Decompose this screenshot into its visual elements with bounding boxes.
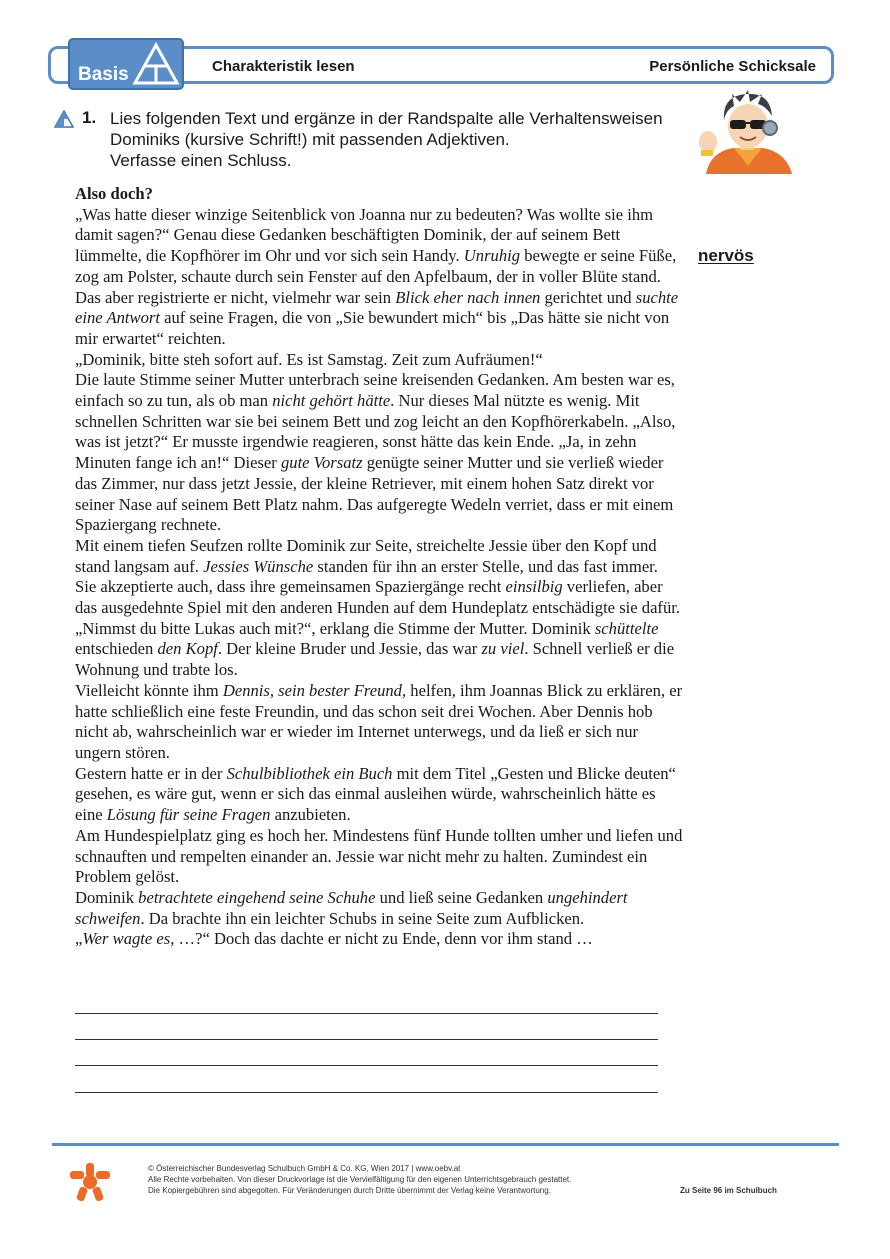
story-text-segment: gerichtet und <box>540 287 636 307</box>
basis-badge <box>68 38 184 90</box>
task-line: Lies folgenden Text und ergänze in der Randspalte alle Verhaltensweisen <box>110 109 663 128</box>
italic-behavior-phrase: betrachtete eingehend seine Schuhe <box>138 887 376 907</box>
story-paragraph <box>75 888 687 929</box>
story-text-segment: „Nimmst du bitte Lukas auch mit?“, erklang die Stimme der Mutter. Dominik <box>75 618 595 638</box>
story-title: Also doch? <box>75 184 153 203</box>
task-instruction <box>110 108 700 171</box>
italic-behavior-phrase: zu viel <box>481 639 525 659</box>
story-text-segment: und ließ seine Gedanken <box>375 887 548 907</box>
story-paragraph <box>75 929 687 950</box>
copyright-notice <box>148 1163 571 1196</box>
story-paragraph <box>75 681 687 764</box>
story-text-segment: Dominik <box>75 887 139 907</box>
story-text-segment: genügte seiner Mutter und sie verließ wieder das Zimmer, nur dass jetzt Jessie, der kleine Retriever, mit einem hohen Satz direkt vor seiner Nase auf seinem Bett Platz nahm. Das aufgeregte Wedeln verriet, dass er mit einem Spaziergang rechnete. <box>75 453 674 535</box>
story-text-segment: bewegte er seine Füße, zog am Polster, schaute durch sein Fenster auf den Apfelbaum, der in voller Blüte stand. Das aber registrierte er nicht, vielmehr war sein <box>75 246 677 307</box>
story-text-segment: . Schnell verließ er die Wohnung und trabte los. <box>75 639 675 680</box>
story-paragraph <box>75 577 687 618</box>
worksheet-topic: Charakteristik lesen <box>212 58 355 75</box>
italic-behavior-phrase: den Kopf <box>157 639 218 659</box>
story-text-segment: Am Hundespielplatz ging es hoch her. Mindestens fünf Hunde tollten umher und liefen und schnauften und rempelten einander an. Jessie war nicht mehr zu halten. Zumindest ein Problem gelöst. <box>75 825 683 887</box>
story-text-segment: verliefen, aber das ausgedehnte Spiel mit den anderen Hunden auf dem Hundeplatz entschädigte sie dafür. <box>75 577 681 618</box>
italic-behavior-phrase: Blick eher nach innen <box>395 287 541 307</box>
story-text-segment: auf seine Fragen, die von „Sie bewundert mich“ bis „Das hätte sie nicht von mir erwartet“ reichten. <box>75 308 670 348</box>
story-paragraph <box>75 619 687 681</box>
italic-behavior-phrase: Wer wagte es, <box>82 929 175 949</box>
story-text-segment: …?“ Doch das dachte er nicht zu Ende, denn vor ihm stand … <box>174 929 593 949</box>
italic-behavior-phrase: ungehindert schweifen <box>75 887 628 928</box>
answer-line[interactable] <box>75 1013 658 1014</box>
story-text-segment: Die laute Stimme seiner Mutter unterbrach seine kreisenden Gedanken. Am besten war es, einfach so zu tun, als ob man <box>75 370 675 411</box>
italic-behavior-phrase: Schulbibliothek ein Buch <box>226 763 393 783</box>
italic-behavior-phrase: schüttelte <box>594 618 659 638</box>
story-paragraph <box>75 370 687 536</box>
answer-line[interactable] <box>75 1092 658 1093</box>
task-number: 1. <box>82 108 97 127</box>
story-paragraph <box>75 205 687 350</box>
answer-line[interactable] <box>75 1065 658 1066</box>
story-text-segment: . Der kleine Bruder und Jessie, das war <box>217 639 482 659</box>
story-text-segment: „ <box>75 929 83 949</box>
italic-behavior-phrase: Dennis, sein bester Freund, <box>222 680 407 700</box>
story-text-segment: . Nur dieses Mal nützte es wenig. Mit schnellen Schritten war sie bei seinem Bett und zog leicht an den Kopfhörerkabeln. „Also, was ist jetzt?“ Er musste irgendwie reagieren, sonst hätte das kein Ende. „Ja, in zehn Minuten fange ich an!“ Dieser <box>75 391 676 473</box>
story-text-segment: mit dem Titel „Gesten und Blicke deuten“ gesehen, es wäre gut, wenn er sich das einmal ausleihen würde, wahrscheinlich hätte es eine <box>75 763 676 825</box>
student-avatar-illustration <box>688 90 798 174</box>
answer-line[interactable] <box>75 1039 658 1040</box>
basis-label: Basis <box>78 64 129 85</box>
copyright-line: Die Kopiergebühren sind abgegolten. Für Veränderungen durch Dritte übernimmt der Verlag keine Verantwortung. <box>148 1186 551 1195</box>
story-paragraph <box>75 764 687 826</box>
italic-behavior-phrase: einsilbig <box>505 577 563 597</box>
task-level-icon <box>54 110 74 128</box>
copyright-line: Alle Rechte vorbehalten. Von dieser Druckvorlage ist die Vervielfältigung für den eigenen Unterrichtsgebrauch gestattet. <box>148 1175 572 1184</box>
italic-behavior-phrase: gute Vorsatz <box>280 453 363 473</box>
story-paragraph <box>75 536 687 577</box>
task-line: Dominiks (kursive Schrift!) mit passenden Adjektiven. <box>110 130 510 149</box>
story-text-segment: . Da brachte ihn ein leichter Schubs in seine Seite zum Aufblicken. <box>140 908 585 928</box>
story-text-segment: standen für ihn an erster Stelle, und das fast immer. <box>313 556 658 576</box>
textbook-page-reference: Zu Seite 96 im Schulbuch <box>680 1186 777 1195</box>
task-line: Verfasse einen Schluss. <box>110 151 292 170</box>
story-text-segment: Sie akzeptierte auch, dass ihre gemeinsamen Spaziergänge recht <box>75 577 506 597</box>
story-paragraph <box>75 826 687 888</box>
story-text-segment: Gestern hatte er in der <box>75 763 227 783</box>
story-text-segment: helfen, ihm Joannas Blick zu erklären, er hatte schließlich eine feste Freundin, und das schon seit drei Wochen. Aber Dennis hob nicht ab, wahrscheinlich war er wieder im Internet unterwegs, und da ließ er sich nur ungern stören. <box>75 680 683 762</box>
story-paragraph <box>75 350 687 371</box>
story-text-segment: Mit einem tiefen Seufzen rollte Dominik zur Seite, streichelte Jessie über den Kopf und stand langsam auf. <box>75 535 657 576</box>
publisher-logo-icon <box>70 1163 110 1201</box>
story-text-segment: Vielleicht könnte ihm <box>75 680 223 700</box>
italic-behavior-phrase: nicht gehört hätte <box>272 391 391 411</box>
italic-behavior-phrase: Jessies Wünsche <box>203 556 314 576</box>
story-text-segment: „Was hatte dieser winzige Seitenblick von Joanna nur zu bedeuten? Was wollte sie ihm damit sagen?“ Genau diese Gedanken beschäftigten Dominik, der auf seinem Bett lümmelte, die Kopfhörer im Ohr und vor sich sein Handy. <box>75 204 654 266</box>
story-text <box>75 184 687 950</box>
chapter-title: Persönliche Schicksale <box>649 58 816 75</box>
italic-behavior-phrase: Unruhig <box>463 246 521 266</box>
copyright-line: © Österreichischer Bundesverlag Schulbuch GmbH & Co. KG, Wien 2017 | www.oebv.at <box>148 1164 461 1173</box>
margin-answer-adjective: nervös <box>698 246 754 265</box>
story-text-segment: „Dominik, bitte steh sofort auf. Es ist Samstag. Zeit zum Aufräumen!“ <box>75 349 543 369</box>
story-text-segment: anzubieten. <box>270 805 351 825</box>
italic-behavior-phrase: Lösung für seine Fragen <box>106 805 271 825</box>
pyramid-level-icon <box>132 42 180 86</box>
story-text-segment: entschieden <box>75 639 158 659</box>
footer-divider <box>52 1143 839 1146</box>
italic-behavior-phrase: suchte eine Antwort <box>75 287 679 328</box>
